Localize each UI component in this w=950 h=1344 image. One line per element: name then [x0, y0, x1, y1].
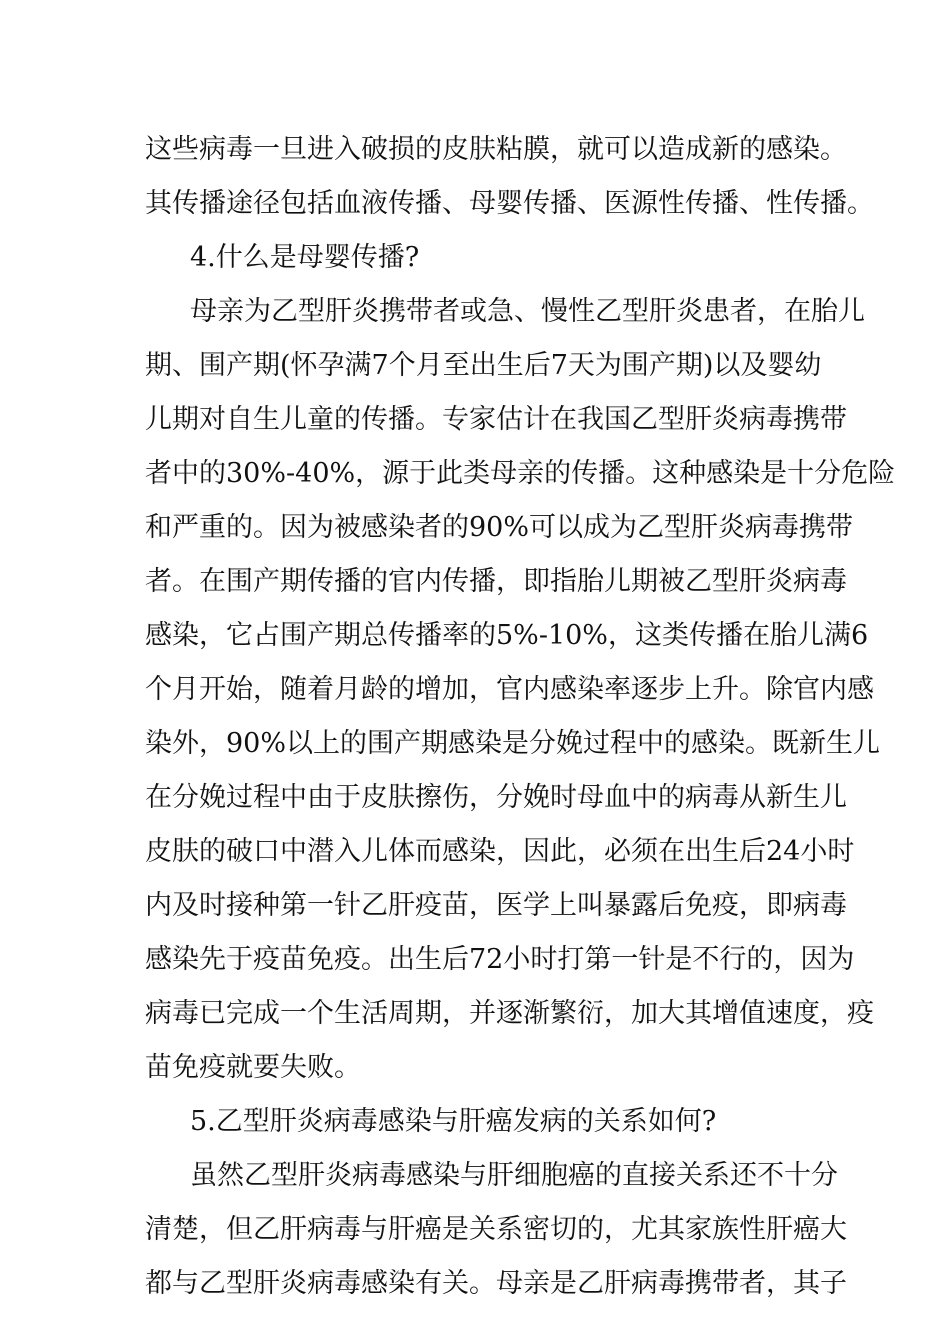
text-line: 苗免疫就要失败。	[145, 1052, 361, 1083]
text-line: 这些病毒一旦进入破损的皮肤粘膜，就可以造成新的感染。	[145, 134, 847, 165]
section-heading-5: 5.乙型肝炎病毒感染与肝癌发病的关系如何?	[190, 1106, 717, 1137]
section-heading-4: 4.什么是母婴传播?	[190, 242, 420, 273]
text-line: 在分娩过程中由于皮肤擦伤，分娩时母血中的病毒从新生儿	[145, 782, 847, 813]
text-line: 和严重的。因为被感染者的90%可以成为乙型肝炎病毒携带	[145, 512, 854, 543]
text-line: 都与乙型肝炎病毒感染有关。母亲是乙肝病毒携带者，其子	[145, 1268, 847, 1299]
paragraph-first-line: 母亲为乙型肝炎携带者或急、慢性乙型肝炎患者，在胎儿	[190, 296, 865, 327]
text-line: 皮肤的破口中潜入儿体而感染，因此，必须在出生后24小时	[145, 836, 855, 867]
text-line: 病毒已完成一个生活周期，并逐渐繁衍，加大其增值速度，疫	[145, 998, 874, 1029]
text-line: 染外，90%以上的围产期感染是分娩过程中的感染。既新生儿	[145, 728, 881, 759]
paragraph-first-line: 虽然乙型肝炎病毒感染与肝细胞癌的直接关系还不十分	[190, 1160, 838, 1191]
text-line: 儿期对自生儿童的传播。专家估计在我国乙型肝炎病毒携带	[145, 404, 847, 435]
text-line: 其传播途径包括血液传播、母婴传播、医源性传播、性传播。	[145, 188, 874, 219]
text-line: 期、围产期(怀孕满7个月至出生后7天为围产期)以及婴幼	[145, 350, 822, 381]
text-line: 感染，它占围产期总传播率的5%-10%，这类传播在胎儿满6	[145, 620, 869, 651]
text-line: 感染先于疫苗免疫。出生后72小时打第一针是不行的，因为	[145, 944, 855, 975]
text-line: 个月开始，随着月龄的增加，官内感染率逐步上升。除官内感	[145, 674, 874, 705]
text-line: 者。在围产期传播的官内传播，即指胎儿期被乙型肝炎病毒	[145, 566, 847, 597]
text-line: 内及时接种第一针乙肝疫苗，医学上叫暴露后免疫，即病毒	[145, 890, 847, 921]
text-line: 者中的30%-40%，源于此类母亲的传播。这种感染是十分危险	[145, 458, 896, 489]
text-line: 清楚，但乙肝病毒与肝癌是关系密切的，尤其家族性肝癌大	[145, 1214, 847, 1245]
